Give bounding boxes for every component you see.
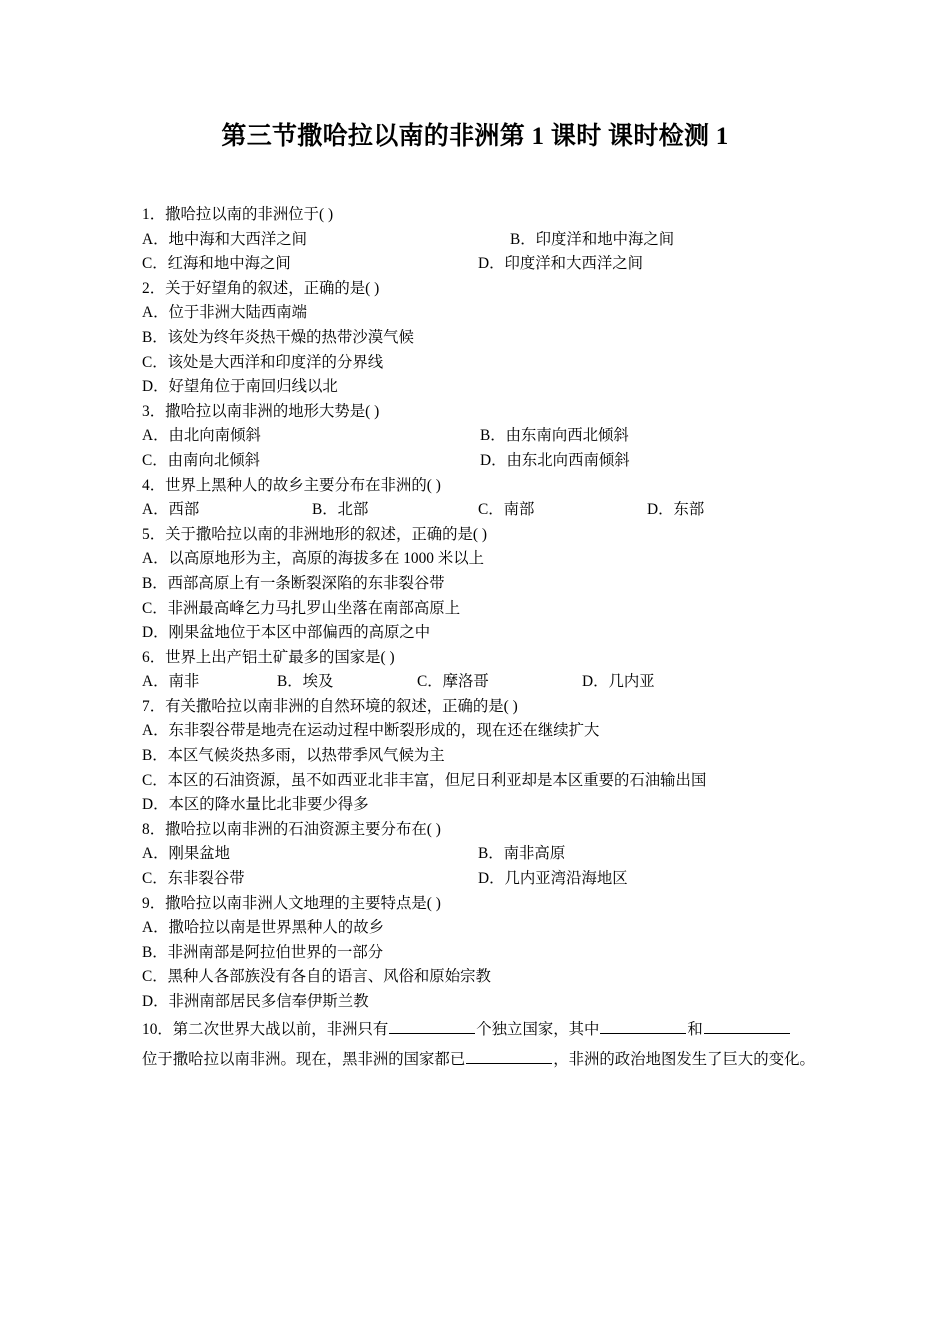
question-4-option-a[interactable]: A．西部 xyxy=(142,501,200,519)
question-1-option-d[interactable]: D．印度洋和大西洋之间 xyxy=(478,255,644,273)
question-5-option-a[interactable]: A．以高原地形为主，高原的海拔多在 1000 米以上 xyxy=(142,550,485,568)
question-6-option-d[interactable]: D．几内亚 xyxy=(582,673,655,691)
question-10-segment-1: 10．第二次世界大战以前，非洲只有 xyxy=(142,1020,389,1038)
question-2-option-c[interactable]: C．该处是大西洋和印度洋的分界线 xyxy=(142,353,384,371)
question-10-blank-2[interactable] xyxy=(600,1018,686,1034)
question-3-stem: 3．撒哈拉以南非洲的地形大势是( ) xyxy=(142,402,380,420)
question-list xyxy=(142,203,848,1075)
question-8-options-row-2 xyxy=(142,867,848,892)
question-8-stem: 8．撒哈拉以南非洲的石油资源主要分布在( ) xyxy=(142,820,441,838)
question-9-stem: 9．撒哈拉以南非洲人文地理的主要特点是( ) xyxy=(142,894,441,912)
question-1-options-row-2 xyxy=(142,252,848,277)
question-8-options-row-1 xyxy=(142,842,848,867)
question-9-option-a[interactable]: A．撒哈拉以南是世界黑种人的故乡 xyxy=(142,919,384,937)
question-7-stem: 7．有关撒哈拉以南非洲的自然环境的叙述，正确的是( ) xyxy=(142,697,518,715)
question-10 xyxy=(142,1015,842,1075)
question-2-option-d[interactable]: D．好望角位于南回归线以北 xyxy=(142,378,338,396)
question-2-stem: 2．关于好望角的叙述，正确的是( ) xyxy=(142,279,380,297)
question-8-option-c[interactable]: C．东非裂谷带 xyxy=(142,870,245,888)
question-7-option-d[interactable]: D．本区的降水量比北非要少得多 xyxy=(142,796,369,814)
question-4-options-row xyxy=(142,498,848,523)
question-10-segment-5: ，非洲的政治地图发生了巨大的变化。 xyxy=(553,1050,815,1068)
question-1-option-a[interactable]: A．地中海和大西洋之间 xyxy=(142,230,308,248)
question-9-option-c[interactable]: C．黑种人各部族没有各自的语言、风俗和原始宗教 xyxy=(142,968,491,986)
question-8-option-d[interactable]: D．几内亚湾沿海地区 xyxy=(478,870,628,888)
question-6-option-b[interactable]: B．埃及 xyxy=(277,673,334,691)
question-3-option-a[interactable]: A．由北向南倾斜 xyxy=(142,427,261,445)
question-3-options-row-2 xyxy=(142,449,848,474)
question-1-stem: 1．撒哈拉以南的非洲位于( ) xyxy=(142,206,334,223)
page-title: 第三节撒哈拉以南的非洲第 1 课时 课时检测 1 xyxy=(221,123,729,150)
question-9-option-d[interactable]: D．非洲南部居民多信奉伊斯兰教 xyxy=(142,993,369,1010)
question-4-option-c[interactable]: C．南部 xyxy=(478,501,535,519)
question-8-option-b[interactable]: B．南非高原 xyxy=(478,845,566,863)
question-10-blank-1[interactable] xyxy=(389,1018,475,1034)
question-4-option-d[interactable]: D．东部 xyxy=(647,501,705,519)
question-7-option-c[interactable]: C．本区的石油资源，虽不如西亚北非丰富，但尼日利亚却是本区重要的石油输出国 xyxy=(142,771,707,789)
question-10-blank-3[interactable] xyxy=(704,1018,790,1034)
question-6-stem: 6．世界上出产铝土矿最多的国家是( ) xyxy=(142,648,395,666)
question-10-blank-4[interactable] xyxy=(466,1048,552,1064)
question-5-option-c[interactable]: C．非洲最高峰乞力马扎罗山坐落在南部高原上 xyxy=(142,599,461,617)
question-7-option-b[interactable]: B．本区气候炎热多雨，以热带季风气候为主 xyxy=(142,747,445,765)
question-10-segment-2: 个独立国家，其中 xyxy=(476,1020,600,1038)
question-3-option-d[interactable]: D．由东北向西南倾斜 xyxy=(480,451,630,469)
question-2-option-b[interactable]: B．该处为终年炎热干燥的热带沙漠气候 xyxy=(142,328,414,346)
question-2-option-a[interactable]: A．位于非洲大陆西南端 xyxy=(142,304,308,322)
question-3-option-b[interactable]: B．由东南向西北倾斜 xyxy=(480,427,629,445)
question-1-option-b[interactable]: B．印度洋和地中海之间 xyxy=(510,230,675,248)
question-10-segment-3: 和 xyxy=(687,1020,703,1038)
question-6-option-a[interactable]: A．南非 xyxy=(142,673,200,691)
question-4-stem: 4．世界上黑种人的故乡主要分布在非洲的( ) xyxy=(142,476,441,494)
question-1-option-c[interactable]: C．红海和地中海之间 xyxy=(142,255,291,273)
question-8-option-a[interactable]: A．刚果盆地 xyxy=(142,845,231,863)
question-5-option-b[interactable]: B．西部高原上有一条断裂深陷的东非裂谷带 xyxy=(142,574,445,592)
question-5-option-d[interactable]: D．刚果盆地位于本区中部偏西的高原之中 xyxy=(142,624,431,642)
question-1-options-row-1 xyxy=(142,228,848,253)
question-6-options-row xyxy=(142,670,848,695)
question-4-option-b[interactable]: B．北部 xyxy=(312,501,369,519)
question-3-options-row-1 xyxy=(142,424,848,449)
question-6-option-c[interactable]: C．摩洛哥 xyxy=(417,673,489,691)
question-9-option-b[interactable]: B．非洲南部是阿拉伯世界的一部分 xyxy=(142,943,384,961)
question-5-stem: 5．关于撒哈拉以南的非洲地形的叙述，正确的是( ) xyxy=(142,525,487,543)
question-7-option-a[interactable]: A．东非裂谷带是地壳在运动过程中断裂形成的，现在还在继续扩大 xyxy=(142,722,600,740)
question-10-segment-4: 位于撒哈拉以南非洲。现在，黑非洲的国家都已 xyxy=(142,1050,466,1068)
question-3-option-c[interactable]: C．由南向北倾斜 xyxy=(142,451,260,469)
